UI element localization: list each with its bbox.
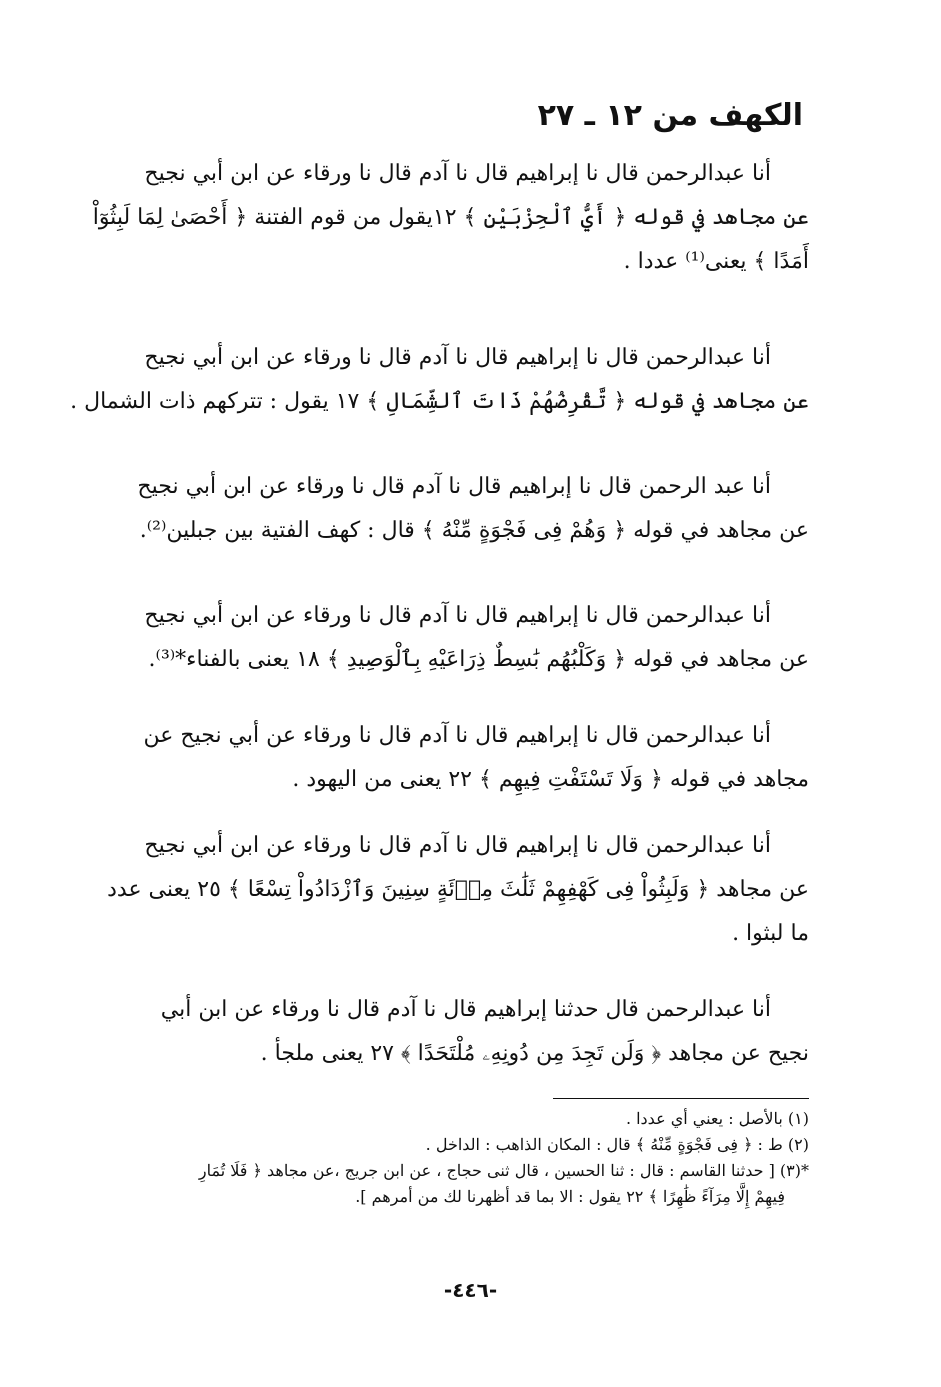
paragraph-line: أنا عبد الرحمن قال نا إبراهيم قال نا آدم قال نا ورقاء عن ابن أبي نجيح xyxy=(137,474,771,499)
paragraph-line: عن مجاهد في قوله ﴿ وَكَلْبُهُم بَٰسِطٌ ذِرَاعَيْهِ بِٱلْوَصِيدِ ﴾ ١٨ يعنى بالفناء*⁽³⁾. xyxy=(148,647,809,672)
paragraph-line: أنا عبدالرحمن قال نا إبراهيم قال نا آدم قال نا ورقاء عن ابن أبي نجيح xyxy=(144,161,771,186)
page-number: -٤٤٦- xyxy=(443,1278,498,1302)
paragraph-line: نجيح عن مجاهد ﴿ وَلَن تَجِدَ مِن دُونِهِۦ مُلْتَحَدًا ﴾ ٢٧ يعنى ملجأ . xyxy=(260,1041,809,1066)
paragraph-4 xyxy=(117,594,809,682)
paragraph-line: أنا عبدالرحمن قال حدثنا إبراهيم قال نا آدم قال نا ورقاء عن ابن أبي xyxy=(160,997,771,1022)
footnote-3: *(٣) [ حدثنا القاسم : قال : ثنا الحسين ، قال ثنى حجاج ، عن ابن جريج ،عن مجاهد ﴿ فَلَا تُمَارِ xyxy=(198,1161,809,1180)
footnote-2: (٢) ط : ﴿ فِى فَجْوَةٍ مِّنْهُ ﴾ قال : المكان الذاهب : الداخل . xyxy=(425,1135,809,1154)
paragraph-line: عن مجاهد في قوله ﴿ وَهُمْ فِى فَجْوَةٍ مِّنْهُ ﴾ قال : كهف الفتية بين جبلين⁽²⁾. xyxy=(139,518,809,543)
paragraph-line: أنا عبدالرحمن قال نا إبراهيم قال نا آدم قال نا ورقاء عن ابن أبي نجيح xyxy=(144,603,771,628)
paragraph-line: أنا عبدالرحمن قال نا إبراهيم قال نا آدم قال نا ورقاء عن ابن أبي نجيح xyxy=(144,833,771,858)
paragraph-3 xyxy=(117,465,809,553)
paragraph-line: عن مجاهد في قوله ﴿ تَّقْرِضُهُمْ ذَاتَ ٱلشِّمَالِ ﴾ ١٧ يقول : تتركهم ذات الشمال . xyxy=(70,389,809,414)
paragraph-line: عن مجاهد في قوله ﴿ أَيُّ ٱلْحِزْبَيْنِ ﴾ ١٢يقول من قوم الفتنة ﴿ أَحْصَىٰ لِمَا لَبِثُوٓاْ xyxy=(92,205,809,230)
paragraph-line: مجاهد في قوله ﴿ وَلَا تَسْتَفْتِ فِيهِم ﴾ ٢٢ يعنى من اليهود . xyxy=(292,767,809,792)
paragraph-7 xyxy=(117,988,809,1076)
footnote-divider xyxy=(553,1098,809,1099)
footnotes xyxy=(109,1106,809,1210)
paragraph-1 xyxy=(92,152,809,284)
page-title: الكهف من ١٢ ـ ٢٧ xyxy=(537,98,803,133)
paragraph-6 xyxy=(107,824,809,956)
paragraph-line: أنا عبدالرحمن قال نا إبراهيم قال نا آدم قال نا ورقاء عن أبي نجيح عن xyxy=(143,723,771,748)
paragraph-2 xyxy=(70,336,809,424)
paragraph-line: عن مجاهد ﴿ وَلَبِثُواْ فِى كَهْفِهِمْ ثَلَٰثَ مِا۟ئَةٍ سِنِينَ وَٱزْدَادُواْ تِسْعًا ﴾ ٢٥ يعنى عدد xyxy=(107,877,809,902)
paragraph-line: أنا عبدالرحمن قال نا إبراهيم قال نا آدم قال نا ورقاء عن ابن أبي نجيح xyxy=(144,345,771,370)
paragraph-line: ما لبثوا . xyxy=(732,921,809,946)
paragraph-line: أَمَدًا ﴾ يعنى⁽¹⁾ عددا . xyxy=(623,249,809,274)
footnote-1: (١) بالأصل : يعني أي عددا . xyxy=(625,1109,809,1128)
paragraph-5 xyxy=(117,714,809,802)
footnote-3-continuation: فِيهِمْ إِلَّا مِرَآءً ظَٰهِرًا ﴾ ٢٢ يقول : الا بما قد أظهرنا لك من أمرهم ]. xyxy=(355,1187,785,1206)
